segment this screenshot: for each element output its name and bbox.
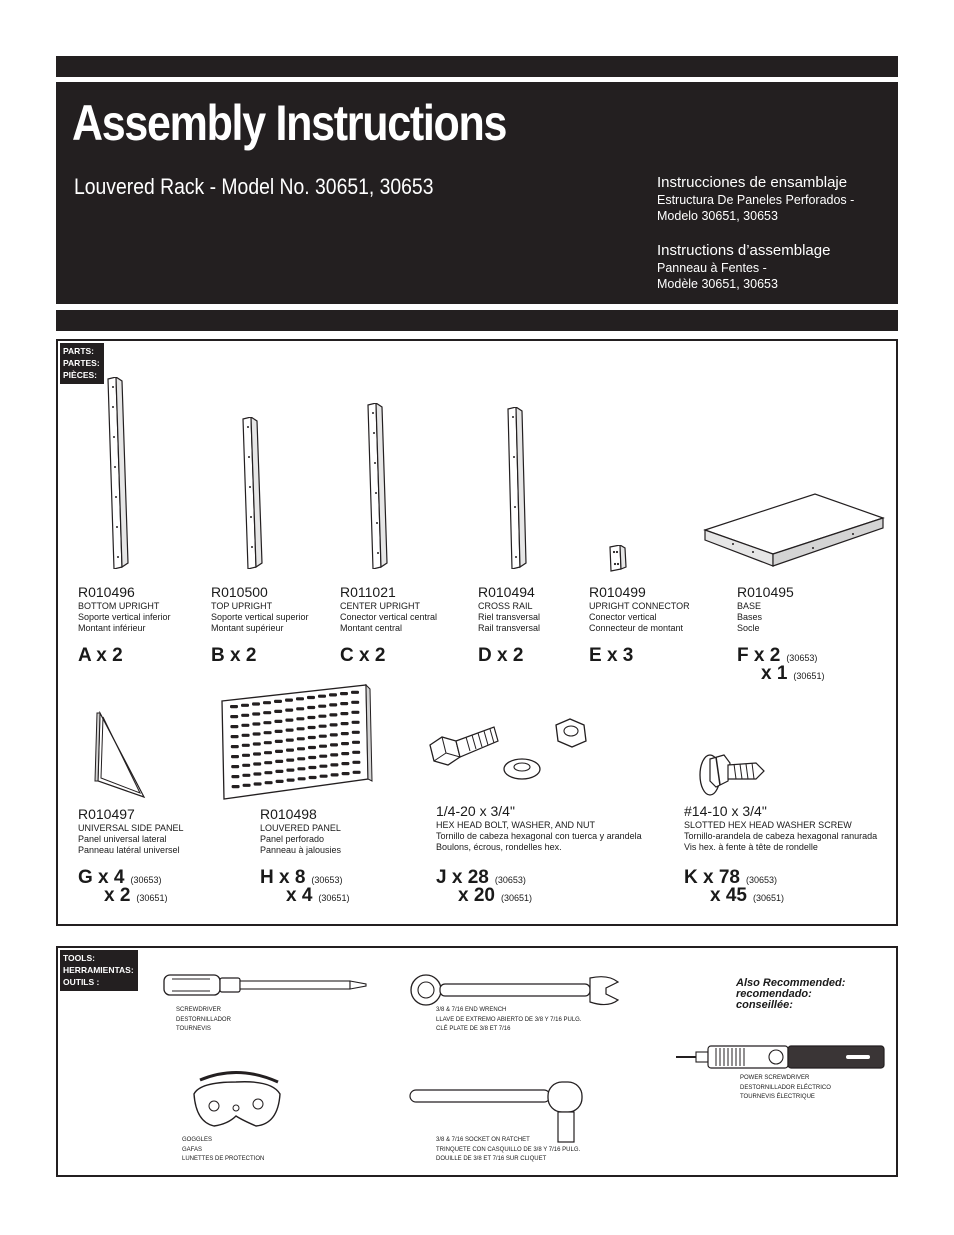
french-title-block <box>657 242 892 292</box>
quantity-value: H x 8 <box>260 867 306 888</box>
louver-slot <box>242 774 250 777</box>
louver-slot <box>329 713 337 716</box>
louver-slot <box>285 699 293 702</box>
louver-slot <box>242 744 250 747</box>
spanish-line-2: Modelo 30651, 30653 <box>657 209 778 223</box>
part-desc-es: Panel universal lateral <box>78 834 167 844</box>
louver-slot <box>274 700 282 703</box>
tool-label-es: DESTORNILLADOR <box>176 1016 231 1023</box>
spanish-line-1: Estructura De Paneles Perforados - <box>657 193 855 207</box>
part-quantity-alt <box>104 885 167 907</box>
louver-slot <box>342 772 350 775</box>
quantity-value: F x 2 <box>737 645 781 666</box>
part-code: #14-10 x 3/4" <box>684 803 767 819</box>
part-desc-en: CENTER UPRIGHT <box>340 601 421 611</box>
part-desc-en: HEX HEAD BOLT, WASHER, AND NUT <box>436 820 596 830</box>
louver-slot <box>351 691 359 694</box>
louver-slot <box>308 746 316 749</box>
louver-slot <box>297 727 305 730</box>
part-desc-en: TOP UPRIGHT <box>211 601 273 611</box>
louver-slot <box>254 782 262 785</box>
part-code: R010494 <box>478 584 535 600</box>
part-desc-es: Bases <box>737 612 763 622</box>
quantity-value: K x 78 <box>684 867 740 888</box>
also-recommended <box>736 978 845 1011</box>
louver-slot <box>308 726 316 729</box>
louver-slot <box>309 776 317 779</box>
louver-slot <box>232 785 240 788</box>
header-banner <box>56 82 898 304</box>
louver-slot <box>242 764 250 767</box>
louver-slot <box>285 719 293 722</box>
louver-slot <box>241 724 249 727</box>
louver-slot <box>243 784 251 787</box>
louver-slot <box>329 703 337 706</box>
upright-connector-illustration <box>607 545 631 573</box>
part-desc-es: Tornillo-arandela de cabeza hexagonal ranurada <box>684 831 878 841</box>
louver-slot <box>352 721 360 724</box>
louver-slot <box>351 701 359 704</box>
tool-label-es: DESTORNILLADOR ELÉCTRICO <box>740 1084 831 1091</box>
quantity-value: x 45 <box>710 885 747 906</box>
end-wrench-icon <box>408 970 623 1010</box>
tools-section <box>56 946 898 1177</box>
part-code: R010498 <box>260 806 317 822</box>
part-code: R010496 <box>78 584 135 600</box>
louver-slot <box>330 733 338 736</box>
louver-slot <box>341 762 349 765</box>
louver-slot <box>341 752 349 755</box>
louver-slot <box>319 725 327 728</box>
part-desc-es: Riel transversal <box>478 612 541 622</box>
louver-slot <box>308 736 316 739</box>
louver-slot <box>287 779 295 782</box>
louver-slot <box>340 692 348 695</box>
also-recommended-es: recomendado: <box>736 988 812 1000</box>
louver-slot <box>265 781 273 784</box>
quantity-value: x 4 <box>286 885 313 906</box>
louver-slot <box>231 775 239 778</box>
model-note: (30653) <box>130 875 162 885</box>
side-panel-illustration <box>94 711 154 801</box>
louver-slot <box>307 706 315 709</box>
part-desc-es: Tornillo de cabeza hexagonal con tuerca y arandela <box>436 831 642 841</box>
part-desc-es: Panel perforado <box>260 834 325 844</box>
tool-label-es: TRINQUETE CON CASQUILLO DE 3/8 Y 7/16 PULG. <box>436 1146 581 1153</box>
louver-slot <box>276 780 284 783</box>
louver-slot <box>296 717 304 720</box>
part-desc-en: UPRIGHT CONNECTOR <box>589 601 690 611</box>
tool-label-en: SCREWDRIVER <box>176 1007 222 1013</box>
louver-slot <box>264 751 272 754</box>
model-note: (30651) <box>500 893 533 903</box>
louver-slot <box>230 725 238 728</box>
part-desc-en: CROSS RAIL <box>478 601 533 611</box>
model-note: (30653) <box>786 653 818 663</box>
tool-label-en: 3/8 & 7/16 SOCKET ON RATCHET <box>436 1137 530 1143</box>
louver-slot <box>263 721 271 724</box>
part-quantity: A x 2 <box>78 645 123 666</box>
part-quantity-alt <box>286 885 349 907</box>
louver-slot <box>286 729 294 732</box>
part-desc-en: BOTTOM UPRIGHT <box>78 601 160 611</box>
model-note: (30651) <box>793 671 825 681</box>
louver-slot <box>319 765 327 768</box>
louver-slot <box>275 760 283 763</box>
tool-label-fr: CLÉ PLATE DE 3/8 ET 7/16 <box>436 1026 511 1032</box>
louver-slot <box>231 755 239 758</box>
tool-label-en: POWER SCREWDRIVER <box>740 1075 810 1081</box>
louver-slot <box>253 762 261 765</box>
tool-label-ratchet <box>436 1136 580 1165</box>
louver-slot <box>352 731 360 734</box>
part-quantity-alt <box>458 885 532 907</box>
quantity-value: G x 4 <box>78 867 125 888</box>
louver-slot <box>318 705 326 708</box>
louver-slot <box>296 707 304 710</box>
tool-label-en: GOGGLES <box>182 1137 213 1143</box>
louver-slot <box>319 735 327 738</box>
part-desc-fr: Boulons, écrous, rondelles hex. <box>436 842 562 852</box>
louver-slot <box>230 705 238 708</box>
tool-label-goggles <box>182 1136 264 1165</box>
louver-slot <box>341 722 349 725</box>
louver-slot <box>296 697 304 700</box>
louver-slot <box>285 709 293 712</box>
tool-label-fr: LUNETTES DE PROTECTION <box>182 1156 265 1162</box>
model-note: (30651) <box>752 893 785 903</box>
louver-slot <box>252 722 260 725</box>
french-line-2: Modèle 30651, 30653 <box>657 277 778 291</box>
model-note: (30651) <box>318 893 350 903</box>
louver-slot <box>297 767 305 770</box>
louver-slot <box>331 773 339 776</box>
louver-slot <box>297 737 305 740</box>
part-desc-en: LOUVERED PANEL <box>260 823 341 833</box>
part-desc-es: Conector vertical central <box>340 612 438 622</box>
part-code: 1/4-20 x 3/4" <box>436 803 515 819</box>
louver-slot <box>308 766 316 769</box>
model-note: (30653) <box>494 875 526 885</box>
part-quantity: D x 2 <box>478 645 524 666</box>
also-recommended-en: Also Recommended: <box>736 977 846 989</box>
part-code: R010495 <box>737 584 794 600</box>
louver-slot <box>297 747 305 750</box>
bottom-upright-illustration <box>100 377 140 569</box>
tool-label-es: LLAVE DE EXTREMO ABIERTO DE 3/8 Y 7/16 PULG. <box>436 1016 582 1023</box>
tool-label-screwdriver <box>176 1006 231 1035</box>
tool-label-fr: TOURNEVIS <box>176 1026 211 1032</box>
model-note: (30653) <box>311 875 343 885</box>
part-desc-fr: Rail transversal <box>478 623 541 633</box>
tool-label-es: GAFAS <box>182 1146 203 1153</box>
louver-slot <box>263 701 271 704</box>
quantity-value: x 1 <box>761 663 788 684</box>
part-code: R010499 <box>589 584 646 600</box>
divider-bar <box>56 310 898 331</box>
part-desc-es: Soporte vertical inferior <box>78 612 171 622</box>
part-desc-es: Conector vertical <box>589 612 657 622</box>
louver-slot <box>319 745 327 748</box>
louver-slot <box>307 696 315 699</box>
louver-slot <box>252 712 260 715</box>
louver-slot <box>242 754 250 757</box>
louver-slot <box>230 715 238 718</box>
power-screwdriver-icon <box>672 1042 888 1072</box>
louver-slot <box>340 712 348 715</box>
part-desc-fr: Montant central <box>340 623 403 633</box>
parts-tag: PARTS: PARTES: PIÈCES: <box>60 343 104 384</box>
louver-slot <box>231 745 239 748</box>
part-desc-fr: Connecteur de montant <box>589 623 684 633</box>
quantity-value: x 2 <box>104 885 131 906</box>
part-desc-fr: Montant supérieur <box>211 623 284 633</box>
part-code: R010500 <box>211 584 268 600</box>
screwdriver-icon <box>162 970 372 1000</box>
part-quantity: C x 2 <box>340 645 386 666</box>
parts-section <box>56 339 898 926</box>
louver-slot <box>330 763 338 766</box>
cross-rail-illustration <box>500 407 540 569</box>
bolt-washer-nut-illustration <box>422 711 602 791</box>
part-quantity: B x 2 <box>211 645 257 666</box>
louver-slot <box>330 743 338 746</box>
tool-label-power-screwdriver <box>740 1074 831 1103</box>
part-desc-es: Soporte vertical superior <box>211 612 309 622</box>
part-desc-fr: Montant inférieur <box>78 623 146 633</box>
french-line-1: Panneau à Fentes - <box>657 261 767 275</box>
louver-slot <box>286 749 294 752</box>
french-heading: Instructions d’assemblage <box>657 242 831 259</box>
louver-slot <box>263 711 271 714</box>
quantity-value: x 20 <box>458 885 495 906</box>
louver-slot <box>340 702 348 705</box>
louver-slot <box>231 765 239 768</box>
washer-screw-illustration <box>694 741 784 801</box>
louver-slot <box>341 732 349 735</box>
louver-slot <box>275 730 283 733</box>
spanish-title-block <box>657 174 892 224</box>
louver-slot <box>253 752 261 755</box>
tool-label-fr: DOUILLE DE 3/8 ET 7/16 SUR CLIQUET <box>436 1156 547 1162</box>
louver-slot <box>352 761 360 764</box>
tool-label-fr: TOURNEVIS ÉLECTRIQUE <box>740 1094 815 1100</box>
louver-slot <box>264 771 272 774</box>
model-note: (30651) <box>136 893 168 903</box>
louver-slot <box>264 731 272 734</box>
center-upright-illustration <box>360 403 400 569</box>
louver-slot <box>253 772 261 775</box>
louver-slot <box>231 735 239 738</box>
top-bar <box>56 56 898 77</box>
louver-slot <box>352 741 360 744</box>
page-title: Assembly Instructions <box>72 95 507 151</box>
louver-slot <box>330 723 338 726</box>
louver-slot <box>242 734 250 737</box>
louver-slot <box>319 755 327 758</box>
louver-slot <box>352 751 360 754</box>
louver-slot <box>353 771 361 774</box>
part-desc-en: UNIVERSAL SIDE PANEL <box>78 823 184 833</box>
louver-slot <box>318 715 326 718</box>
louver-slot <box>351 711 359 714</box>
goggles-icon <box>190 1068 286 1136</box>
part-desc-en: BASE <box>737 601 762 611</box>
tool-label-en: 3/8 & 7/16 END WRENCH <box>436 1007 507 1013</box>
louver-slot <box>286 759 294 762</box>
louver-slot <box>274 710 282 713</box>
tool-label-wrench <box>436 1006 582 1035</box>
louver-slot <box>307 716 315 719</box>
part-code: R010497 <box>78 806 135 822</box>
louver-slot <box>241 704 249 707</box>
part-quantity: E x 3 <box>589 645 634 666</box>
model-note: (30653) <box>745 875 778 885</box>
louver-slot <box>329 693 337 696</box>
page-subtitle: Louvered Rack - Model No. 30651, 30653 <box>74 174 434 199</box>
top-upright-illustration <box>237 417 271 569</box>
tools-tag: TOOLS: HERRAMIENTAS: OUTILS : <box>60 950 138 991</box>
part-quantity-alt <box>710 885 784 907</box>
louver-slot <box>252 702 260 705</box>
part-desc-fr: Socle <box>737 623 760 633</box>
louver-slot <box>274 720 282 723</box>
louver-slot <box>297 757 305 760</box>
part-desc-fr: Panneau à jalousies <box>260 845 342 855</box>
louver-slot <box>286 769 294 772</box>
louver-slot <box>318 695 326 698</box>
louvered-panel-illustration <box>216 683 376 803</box>
louver-slot <box>275 740 283 743</box>
louver-slot <box>253 742 261 745</box>
base-shelf-illustration <box>703 492 893 572</box>
louver-slot <box>264 761 272 764</box>
louver-slot <box>264 741 272 744</box>
louver-slot <box>298 777 306 780</box>
louver-slot <box>308 756 316 759</box>
part-desc-en: SLOTTED HEX HEAD WASHER SCREW <box>684 820 852 830</box>
part-desc-fr: Vis hex. à fente à tête de rondelle <box>684 842 818 852</box>
louver-slot <box>275 750 283 753</box>
part-desc-fr: Panneau latéral universel <box>78 845 180 855</box>
also-recommended-fr: conseillée: <box>736 999 793 1011</box>
louver-slot <box>320 775 328 778</box>
part-quantity-alt <box>761 663 824 685</box>
part-code: R011021 <box>340 584 396 600</box>
spanish-heading: Instrucciones de ensamblaje <box>657 174 848 191</box>
louver-slot <box>330 753 338 756</box>
louver-slot <box>341 742 349 745</box>
louver-slot <box>241 714 249 717</box>
louver-slot <box>253 732 261 735</box>
quantity-value: J x 28 <box>436 867 489 888</box>
louver-slot <box>275 770 283 773</box>
louver-slot <box>286 739 294 742</box>
